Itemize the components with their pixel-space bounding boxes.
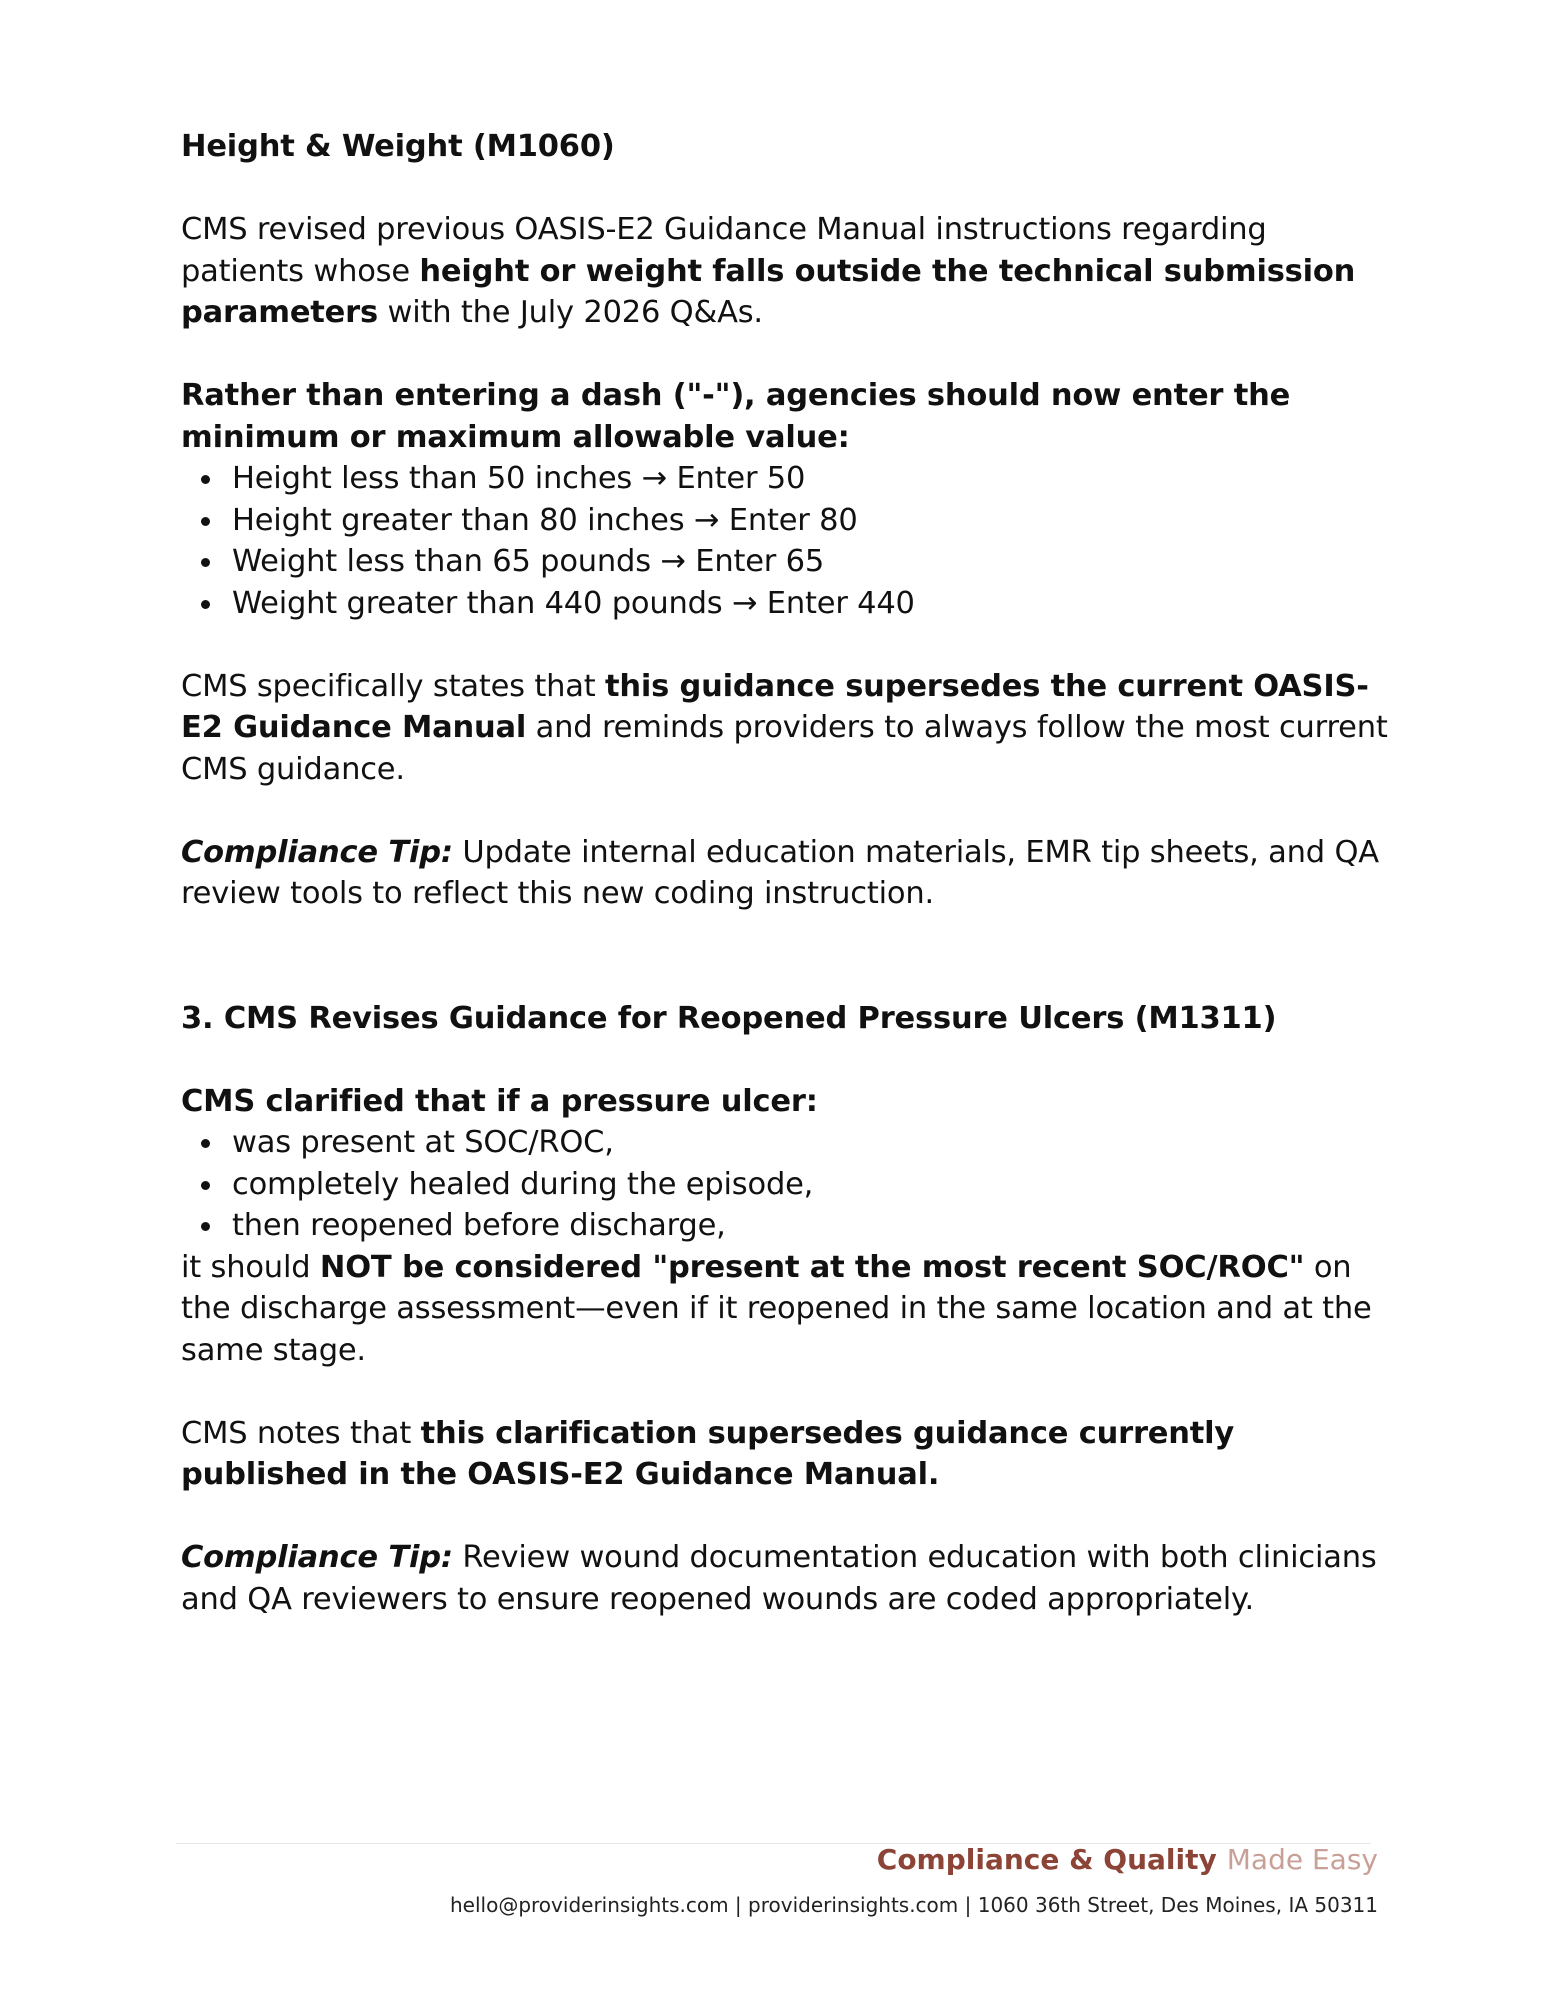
footer-contact-info: hello@providerinsights.com | providerinsights.com | 1060 36th Street, Des Moines, IA 50311 <box>450 1893 1378 1917</box>
footer-brand-tagline <box>877 1843 1378 1883</box>
height-weight-rules-list <box>181 458 1391 624</box>
paragraph-height-weight-revision: CMS revised previous OASIS-E2 Guidance Manual instructions regarding patients whose height or weight falls outside the technical submission parameters with the July 2026 Q&As. <box>181 212 1356 330</box>
section-heading-pressure-ulcers: 3. CMS Revises Guidance for Reopened Pressure Ulcers (M1311) <box>181 1000 1277 1036</box>
pressure-ulcer-conditions-list <box>181 1122 1391 1247</box>
compliance-tip-pressure-ulcers: Compliance Tip: Review wound documentation education with both clinicians and QA reviewers to ensure reopened wounds are coded appropriately. <box>181 1540 1377 1617</box>
paragraph-clarification-supersedes: CMS notes that this clarification supersedes guidance currently published in the OASIS-E2 Guidance Manual. <box>181 1415 1235 1492</box>
instruction-heading: Rather than entering a dash ("-"), agencies should now enter the minimum or maximum allowable value: <box>181 378 1291 455</box>
list-item: Height less than 50 inches → Enter 50 <box>181 458 1391 500</box>
compliance-tip-height-weight: Compliance Tip: Update internal education materials, EMR tip sheets, and QA review tools to reflect this new coding instruction. <box>181 834 1379 911</box>
footer-tagline: Made Easy <box>1226 1843 1378 1876</box>
list-item: Weight less than 65 pounds → Enter 65 <box>181 541 1391 583</box>
list-item: completely healed during the episode, <box>181 1164 1391 1206</box>
list-item: Weight greater than 440 pounds → Enter 440 <box>181 583 1391 625</box>
footer-brand: Compliance & Quality <box>876 1843 1217 1876</box>
section-heading-height-weight: Height & Weight (M1060) <box>181 129 615 164</box>
paragraph-supersedes: CMS specifically states that this guidance supersedes the current OASIS-E2 Guidance Manual and reminds providers to always follow the most current CMS guidance. <box>181 668 1388 787</box>
list-item: Height greater than 80 inches → Enter 80 <box>181 500 1391 542</box>
document-body <box>181 126 1391 1620</box>
pressure-ulcer-intro: CMS clarified that if a pressure ulcer: <box>181 1083 818 1119</box>
list-item: was present at SOC/ROC, <box>181 1122 1391 1164</box>
paragraph-not-present: it should NOT be considered "present at the most recent SOC/ROC" on the discharge assessment—even if it reopened in the same location and at the same stage. <box>181 1249 1372 1368</box>
list-item: then reopened before discharge, <box>181 1205 1391 1247</box>
